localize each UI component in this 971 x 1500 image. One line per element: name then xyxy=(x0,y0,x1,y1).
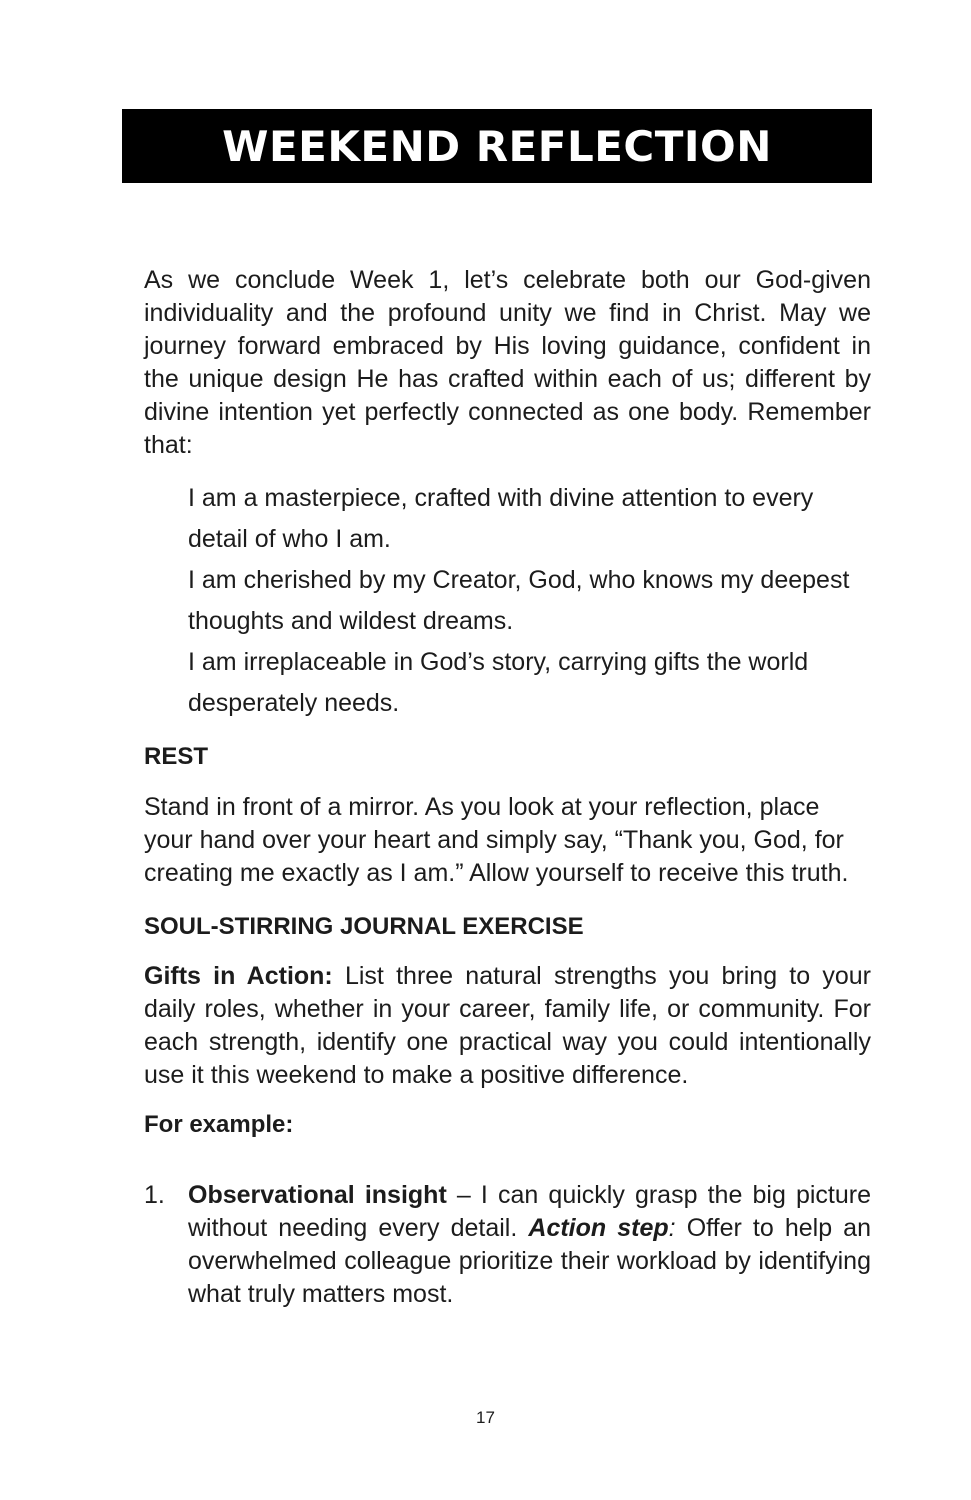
main-content xyxy=(144,264,871,1311)
affirmation-item: I am cherished by my Creator, God, who knows my deepest thoughts and wildest dreams. xyxy=(188,566,850,635)
page-title: WEEKEND REFLECTION xyxy=(222,121,772,171)
journal-lead: Gifts in Action: xyxy=(144,962,333,990)
example-description: – I can quickly grasp the big picture without needing every detail. xyxy=(188,1181,871,1242)
affirmation-list xyxy=(188,478,860,724)
page-number: 17 xyxy=(476,1408,495,1427)
affirmation-item: I am irreplaceable in God’s story, carrying gifts the world desperately needs. xyxy=(188,648,809,717)
action-step-colon: : xyxy=(668,1214,676,1242)
example-body xyxy=(188,1179,871,1311)
example-heading: For example: xyxy=(144,1111,294,1138)
example-number: 1. xyxy=(144,1181,165,1209)
rest-paragraph: Stand in front of a mirror. As you look at your reflection, place your hand over your heart and simply say, “Thank you, God, for creating me exactly as I am.” Allow yourself to receive this truth. xyxy=(144,793,849,887)
example-title: Observational insight xyxy=(188,1181,447,1209)
journal-text: List three natural strengths you bring to your daily roles, whether in your career, family life, or community. For each strength, identify one practical way you could intentionally use it this weekend to make a positive difference. xyxy=(144,962,871,1089)
intro-paragraph: As we conclude Week 1, let’s celebrate both our God-given individuality and the profound unity we find in Christ. May we journey forward embraced by His loving guidance, confident in the unique design He has crafted within each of us; different by divine intention yet perfectly connected as one body. Remember that: xyxy=(144,266,871,459)
action-step-text: Offer to help an overwhelmed colleague prioritize their workload by identifying what truly matters most. xyxy=(188,1214,871,1308)
example-item xyxy=(144,1179,871,1311)
rest-heading: REST xyxy=(144,743,209,770)
journal-heading: SOUL-STIRRING JOURNAL EXERCISE xyxy=(144,913,584,940)
journal-paragraph xyxy=(144,960,871,1092)
action-step-label: Action step xyxy=(528,1214,669,1242)
title-banner xyxy=(122,109,872,183)
affirmation-item: I am a masterpiece, crafted with divine attention to every detail of who I am. xyxy=(188,484,814,553)
